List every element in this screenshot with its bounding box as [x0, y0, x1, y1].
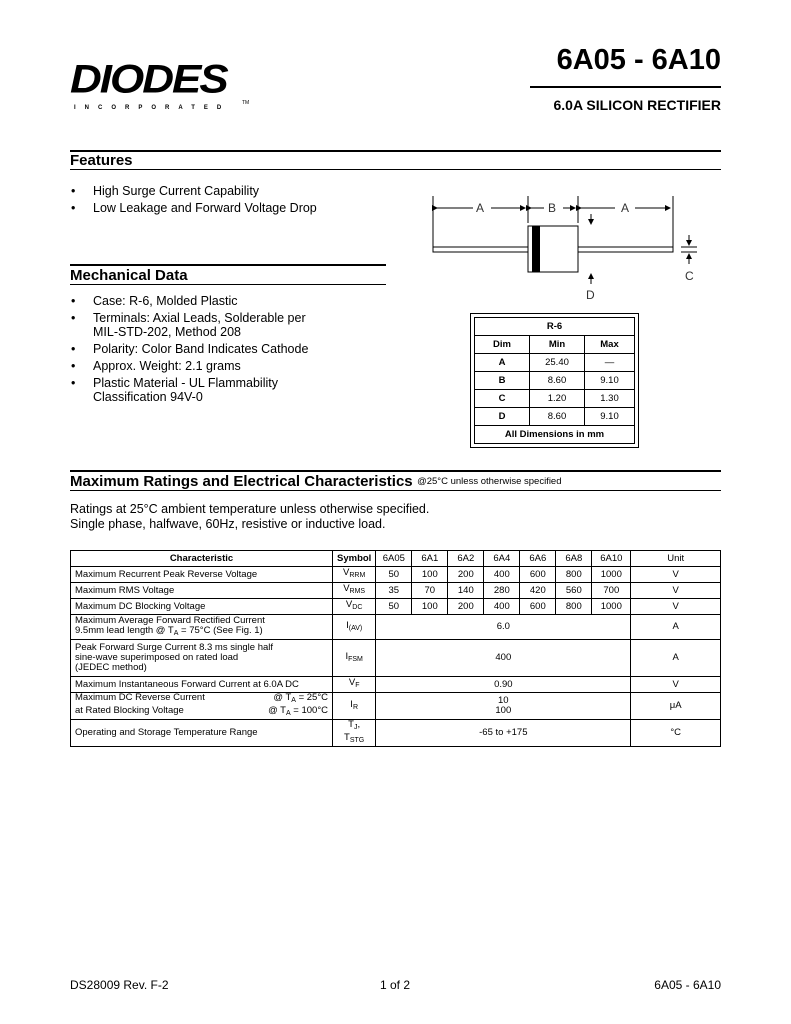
list-item: • High Surge Current Capability [71, 184, 391, 198]
table-row: B 8.60 9.10 [475, 372, 635, 390]
title-rule [530, 86, 721, 88]
list-item: • Case: R-6, Molded Plastic [71, 294, 371, 308]
list-item: • Terminals: Axial Leads, Solderable per MIL-STD-202, Method 208 [71, 311, 371, 339]
list-item: • Polarity: Color Band Indicates Cathode [71, 342, 371, 356]
features-list [71, 184, 391, 218]
doc-number: DS28009 Rev. F-2 [70, 978, 169, 992]
table-row: D 8.60 9.10 [475, 408, 635, 426]
table-row: Maximum Instantaneous Forward Current at 6.0A DC $V_F$ 0.90 V [71, 677, 721, 693]
table-row: Operating and Storage Temperature Range $T_J$, $T_{STG}$ -65 to +175 °C [71, 720, 721, 747]
list-item: • Plastic Material - UL Flammability Classification 94V-0 [71, 376, 371, 404]
page-number: 1 of 2 [380, 978, 411, 992]
ratings-bottom-rule [70, 490, 721, 491]
dimension-table [474, 317, 635, 444]
dim-header: Max [585, 336, 635, 354]
ratings-heading: Maximum Ratings and Electrical Characteristics [70, 473, 413, 490]
mechanical-bottom-rule [70, 284, 386, 285]
dim-header: Dim [475, 336, 530, 354]
ratings-intro: Ratings at 25°C ambient temperature unless otherwise specified. Single phase, halfwave, 60Hz, resistive or inductive load. [70, 502, 430, 531]
cathode-band [532, 226, 540, 272]
table-row: C 1.20 1.30 [475, 390, 635, 408]
dim-header: Min [530, 336, 585, 354]
table-row: Maximum Average Forward Rectified Current 9.5mm lead length @ $T_A = 75^\circ C$ (See Fig. 1) $I_{(AV)}$ 6.0 A [71, 615, 721, 640]
mechanical-heading: Mechanical Data [70, 267, 188, 284]
table-row: Peak Forward Surge Current 8.3 ms single half sine-wave superimposed on rated load (JEDEC method) $I_{FSM}$ 400 A [71, 640, 721, 677]
trademark-mark: TM [242, 100, 250, 106]
dim-label-a-right: A [621, 201, 630, 215]
ratings-heading-note: @25°C unless otherwise specified [417, 476, 562, 487]
footer-part-range: 6A05 - 6A10 [654, 978, 721, 992]
company-logo-subtitle: INCORPORATED [74, 105, 231, 111]
dim-label-c: C [685, 269, 694, 283]
ratings-table [70, 550, 721, 747]
features-heading: Features [70, 152, 133, 169]
part-range-title: 6A05 - 6A10 [556, 44, 721, 76]
table-header-row: Characteristic Symbol 6A05 6A1 6A2 6A4 6A6 6A8 6A10 Unit [71, 551, 721, 567]
table-row: Maximum RMS Voltage $V_{RMS}$ 35 70 140 280 420 560 700 V [71, 583, 721, 599]
mechanical-top-rule [70, 264, 386, 266]
dim-table-title: R-6 [475, 318, 635, 336]
dim-label-a: A [476, 201, 485, 215]
list-item: • Approx. Weight: 2.1 grams [71, 359, 371, 373]
table-row: Maximum DC Reverse Current @ $T_A = 25^\circ C$ at Rated Blocking Voltage @ $T_A = 100^\circ C$ $I_R$ 10 100 μA [71, 693, 721, 720]
ratings-top-rule [70, 470, 721, 472]
dimension-table-frame [470, 313, 639, 448]
dim-table-footer: All Dimensions in mm [475, 426, 635, 444]
mechanical-list [71, 294, 371, 407]
dim-label-b: B [548, 201, 557, 215]
package-outline-diagram [425, 188, 715, 303]
part-description: 6.0A SILICON RECTIFIER [553, 97, 721, 113]
ratings-heading-line [70, 473, 562, 491]
features-top-rule [70, 150, 721, 152]
dim-label-d: D [586, 288, 595, 302]
table-row: Maximum Recurrent Peak Reverse Voltage $V_{RRM}$ 50 100 200 400 600 800 1000 V [71, 567, 721, 583]
table-row: Maximum DC Blocking Voltage $V_{DC}$ 50 100 200 400 600 800 1000 V [71, 599, 721, 615]
table-row: A 25.40 — [475, 354, 635, 372]
list-item: • Low Leakage and Forward Voltage Drop [71, 201, 391, 215]
company-logo: DIODES [70, 57, 227, 102]
features-bottom-rule [70, 169, 721, 170]
